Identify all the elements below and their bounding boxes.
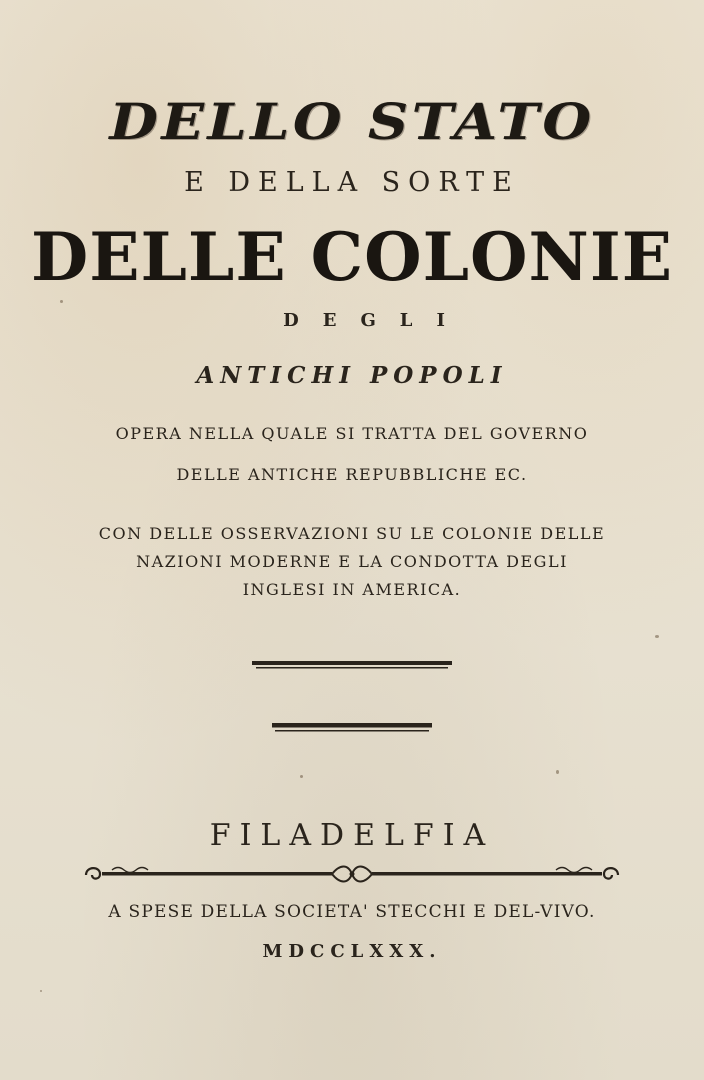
subtitle-line-5: INGLESI IN AMERICA.	[242, 580, 462, 599]
imprint-place: FILADELFIA	[209, 818, 495, 853]
subtitle-line-3: CON DELLE OSSERVAZIONI SU LE COLONIE DELLE	[98, 524, 606, 543]
publisher-line: A SPESE DELLA SOCIETA' STECCHI E DEL-VIVO.	[108, 902, 596, 922]
title-line-5: ANTICHI POPOLI	[196, 362, 508, 389]
ornamental-divider	[0, 860, 704, 894]
main-title: DELLE COLONIE	[30, 218, 674, 296]
decorative-rule	[0, 656, 704, 675]
title-line-1: DELLO STATO	[109, 92, 595, 151]
decorative-rule	[0, 720, 704, 739]
foxing-speck	[556, 770, 559, 774]
foxing-speck	[300, 775, 303, 778]
subtitle-line-1: OPERA NELLA QUALE SI TRATTA DEL GOVERNO	[115, 424, 589, 443]
publication-year: MDCCLXXX.	[262, 941, 442, 962]
foxing-speck	[60, 300, 63, 303]
subtitle-line-2: DELLE ANTICHE REPUBBLICHE EC.	[176, 465, 528, 484]
title-line-2: E DELLA SORTE	[184, 167, 520, 198]
foxing-speck	[40, 990, 42, 992]
foxing-speck	[655, 635, 659, 638]
subtitle-line-4: NAZIONI MODERNE E LA CONDOTTA DEGLI	[136, 552, 568, 571]
title-line-4: DEGLI	[283, 310, 469, 331]
